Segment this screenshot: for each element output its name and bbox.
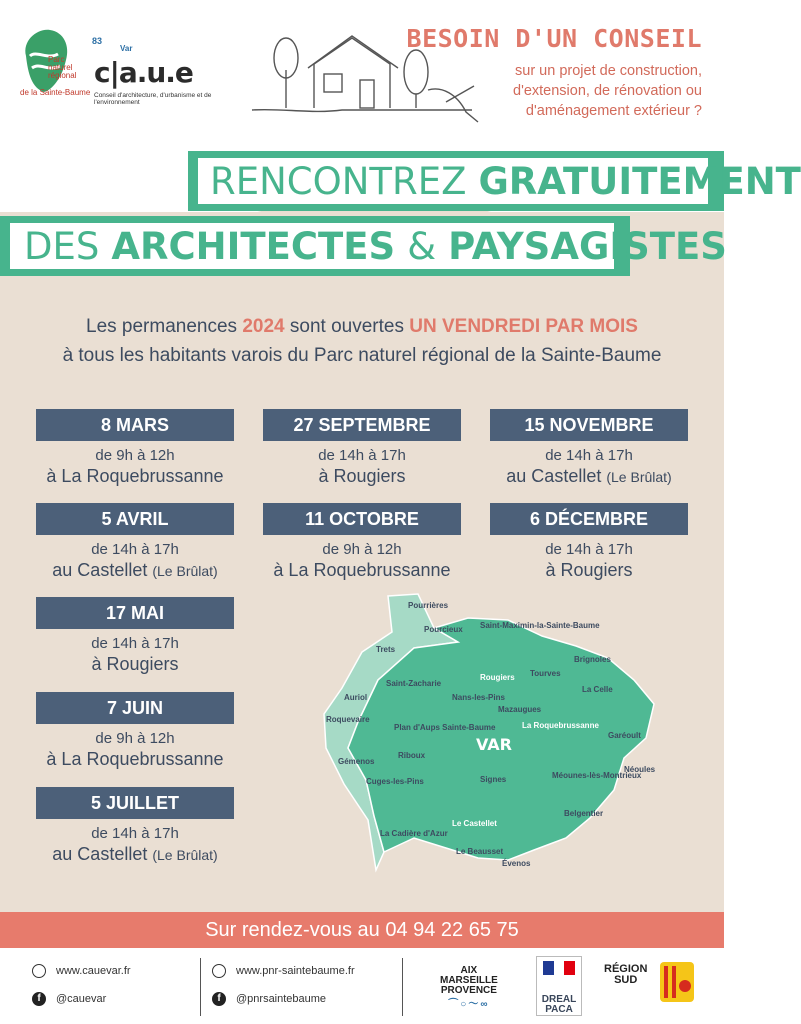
aix-marseille-provence-logo: AIX MARSEILLE PROVENCE ⌒○〜∞ — [440, 965, 498, 1010]
map-town-label: Brignoles — [574, 655, 611, 664]
footer-divider — [200, 958, 201, 1016]
map-town-label: Nans-les-Pins — [452, 693, 505, 702]
map-town-label: Pourcieux — [424, 625, 463, 634]
globe-icon — [212, 964, 226, 978]
facebook-icon: f — [32, 992, 46, 1006]
caue-logo: 83 Var c|a.u.e Conseil d'architecture, d'urbanisme et de l'environnement — [92, 36, 212, 106]
map-region-label: VAR — [476, 735, 512, 754]
banner-rencontrez: RENCONTREZ GRATUITEMENT — [188, 151, 724, 211]
map-town-label: Saint-Maximin-la-Sainte-Baume — [480, 621, 600, 630]
map-town-label: Le Beausset — [456, 847, 504, 856]
date-card: 5 AVRIL de 14h à 17h au Castellet (Le Brûlat) — [36, 503, 234, 581]
pnr-website-link[interactable]: www.pnr-saintebaume.fr — [236, 965, 355, 977]
besoin-conseil-block — [407, 24, 702, 121]
date-card: 5 JUILLET de 14h à 17h au Castellet (Le Brûlat) — [36, 787, 234, 865]
map-town-label: Méounes-lès-Montrieux — [552, 771, 642, 780]
date-card: 11 OCTOBRE de 9h à 12h à La Roquebrussanne — [263, 503, 461, 581]
map-town-label: Auriol — [344, 693, 368, 702]
map-town-label: Roquevaire — [326, 715, 370, 724]
globe-icon — [32, 964, 46, 978]
banner-architectes: DES ARCHITECTES & PAYSAGISTES — [0, 216, 630, 276]
map-town-label: Plan d'Aups Sainte-Baume — [394, 723, 496, 732]
map-town-label: Riboux — [398, 751, 426, 760]
facebook-icon: f — [212, 992, 226, 1006]
appointment-banner: Sur rendez-vous au 04 94 22 65 75 — [0, 912, 724, 948]
date-card: 17 MAI de 14h à 17h à Rougiers — [36, 597, 234, 675]
park-map — [318, 588, 658, 880]
map-town-label: La Cadière d'Azur — [380, 829, 448, 838]
map-town-label: Gémenos — [338, 757, 375, 766]
region-sud-emblem-icon — [660, 962, 694, 1002]
pnr-logo-name: de la Sainte-Baume — [20, 88, 91, 97]
pnr-facebook-link[interactable]: @pnrsaintebaume — [236, 993, 327, 1005]
dreal-logo: DREAL PACA — [536, 956, 582, 1016]
wave-icon: ⌒○〜∞ — [448, 999, 490, 1010]
map-town-label: Le Castellet — [452, 819, 497, 828]
map-town-label: La Roquebrussanne — [522, 721, 599, 730]
date-card: 27 SEPTEMBRE de 14h à 17h à Rougiers — [263, 409, 461, 487]
map-town-label: Tourves — [530, 669, 561, 678]
date-card: 7 JUIN de 9h à 12h à La Roquebrussanne — [36, 692, 234, 770]
footer-pnr-contacts — [212, 960, 355, 1016]
map-town-label: Rougiers — [480, 673, 515, 682]
map-town-label: Évenos — [502, 859, 531, 868]
map-town-label: Trets — [376, 645, 396, 654]
footer-caue-contacts — [32, 960, 131, 1016]
map-town-label: Garéoult — [608, 731, 641, 740]
map-town-label: Pourrières — [408, 601, 449, 610]
intro-text: Les permanences 2024 sont ouvertes UN VENDREDI PAR MOIS à tous les habitants varois du Parc naturel régional de la Sainte-Baume — [62, 316, 662, 366]
map-town-label: Mazaugues — [498, 705, 542, 714]
besoin-title: BESOIN D'UN CONSEIL — [406, 24, 702, 53]
map-town-label: La Celle — [582, 685, 613, 694]
caue-website-link[interactable]: www.cauevar.fr — [56, 965, 131, 977]
besoin-subtitle: sur un projet de construction, d'extension, de rénovation ou d'aménagement extérieur ? — [513, 63, 702, 119]
pnr-logo-text: Parc naturel régional — [48, 55, 77, 80]
map-town-label: Cuges-les-Pins — [366, 777, 424, 786]
region-sud-logo: RÉGION SUD — [604, 963, 648, 986]
date-card: 15 NOVEMBRE de 14h à 17h au Castellet (Le Brûlat) — [490, 409, 688, 487]
date-card: 6 DÉCEMBRE de 14h à 17h à Rougiers — [490, 503, 688, 581]
map-town-label: Néoules — [624, 765, 656, 774]
footer-divider — [402, 958, 403, 1016]
date-card: 8 MARS de 9h à 12h à La Roquebrussanne — [36, 409, 234, 487]
map-town-label: Signes — [480, 775, 507, 784]
map-town-label: Saint-Zacharie — [386, 679, 442, 688]
map-town-label: Belgentier — [564, 809, 604, 818]
caue-facebook-link[interactable]: @cauevar — [56, 993, 107, 1005]
french-flag-icon — [543, 961, 575, 975]
